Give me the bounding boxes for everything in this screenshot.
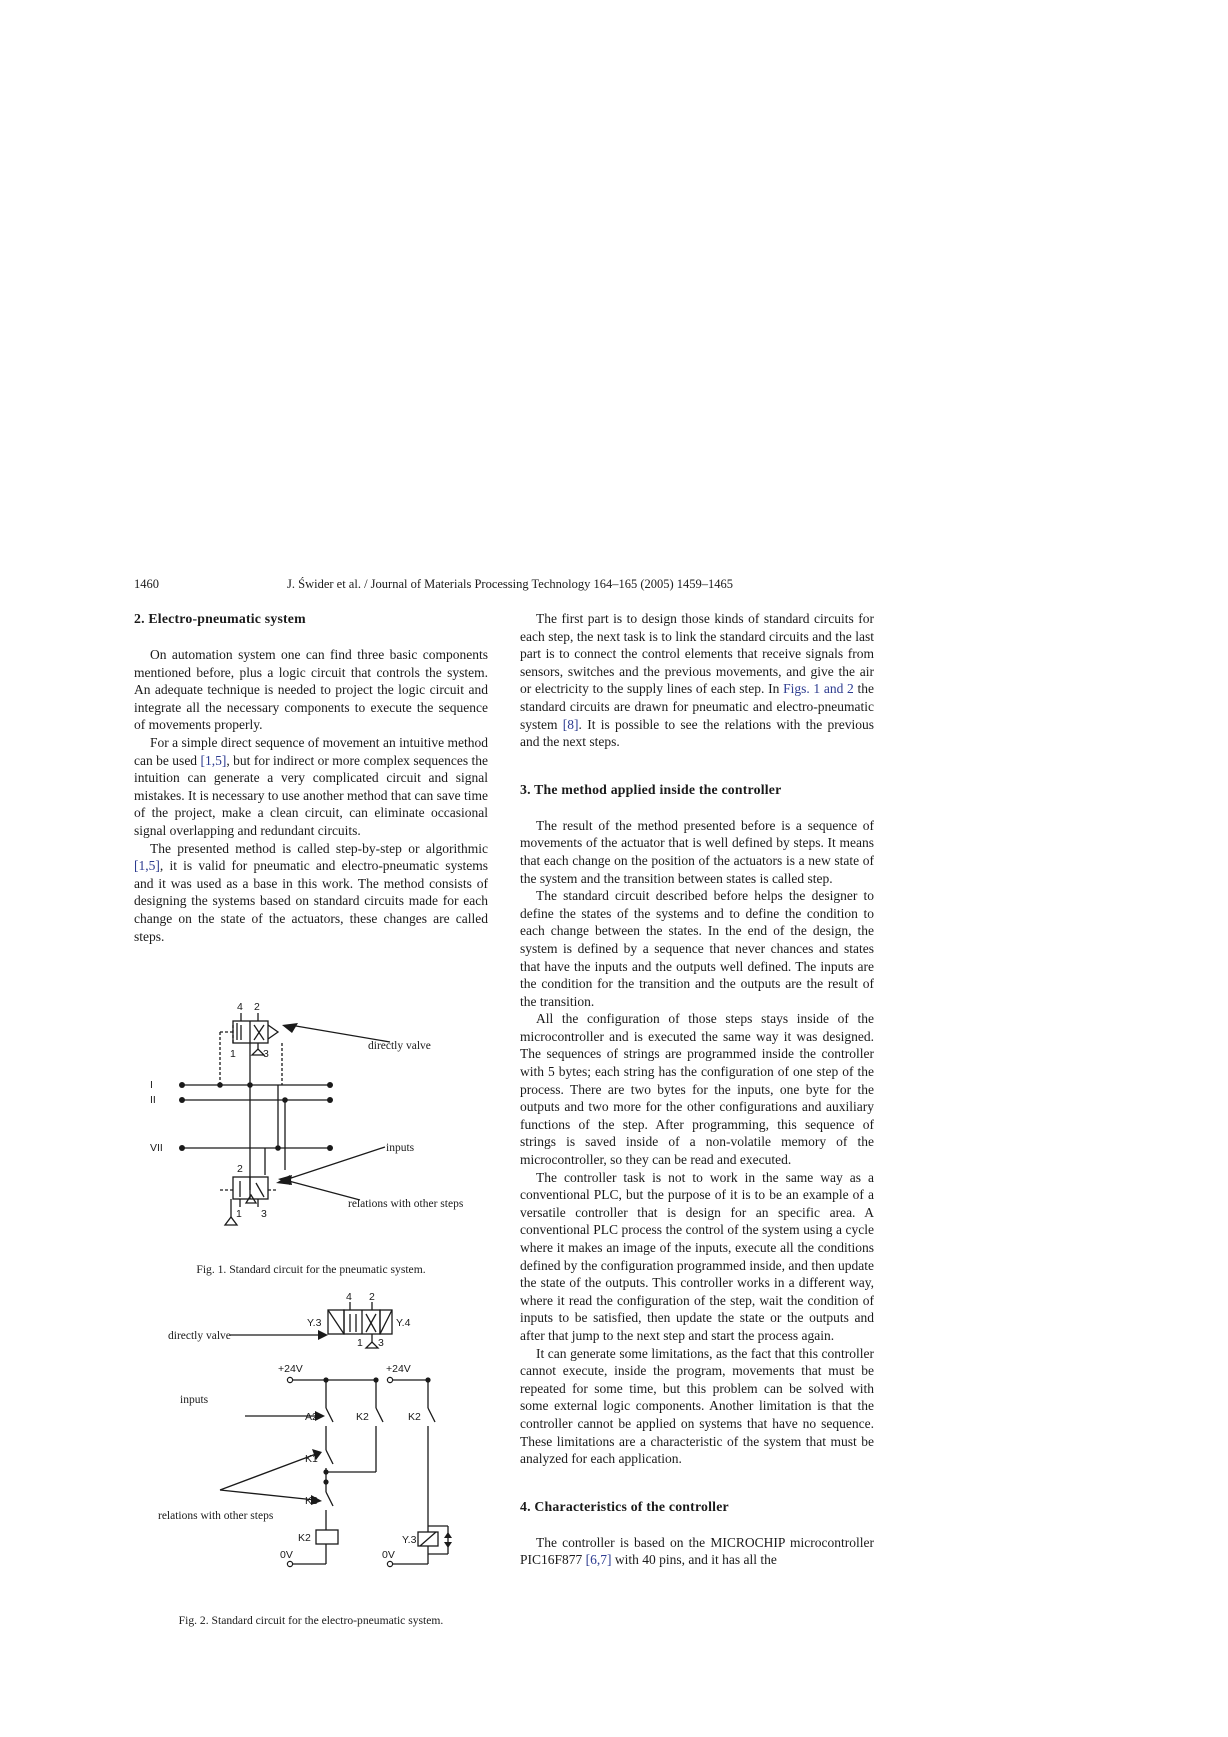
ground-label: 0V bbox=[382, 1549, 395, 1561]
paragraph: The controller is based on the MICROCHIP microcontroller PIC16F877 [6,7] with 40 pins, and it has all the bbox=[520, 1534, 874, 1568]
paragraph: The controller task is not to work in the same way as a conventional PLC, but the purpose of it is to be an example of a versatile controller that is design for an specific area. A conventional PLC process the control of the system using a cycle where it makes an image of the inputs, execute all the conditions defined by the configuration programmed inside, and then update the state of the outputs. This controller works in a different way, where it read the configuration of the step, wait the condition of inputs to be satisfied, then update the state or the outputs and after that jump to the next step and start the process again. bbox=[520, 1169, 874, 1343]
running-header bbox=[134, 577, 1094, 595]
running-title: J. Świder et al. / Journal of Materials Processing Technology 164–165 (2005) 1459–1465 bbox=[287, 577, 734, 591]
contact-label: A2 bbox=[305, 1411, 318, 1423]
line-label-ii: II bbox=[150, 1094, 156, 1106]
port-label: 4 bbox=[346, 1292, 352, 1303]
paragraph: On automation system one can find three basic components mentioned before, plus a logic circuit that controls the system. An adequate technique is needed to project the logic circuit and integrate all the necessary components to execute the sequence of movements properly. bbox=[134, 647, 488, 733]
line-label-i: I bbox=[150, 1079, 153, 1091]
label-relations: relations with other steps bbox=[158, 1510, 274, 1522]
label-directly-valve: directly valve bbox=[168, 1330, 231, 1342]
section-3-title: 3. The method applied inside the controller bbox=[520, 781, 782, 797]
contact-label: K1 bbox=[305, 1453, 318, 1465]
paragraph: It can generate some limitations, as the fact that this controller cannot execute, inside the program, movements that must be repeated for some time, but this problem can be solved with some external logic components. Another limitation is that the controller cannot be applied on systems that have no sequence. These limitations are a characteristic of the system that must be analyzed for each application. bbox=[520, 1345, 874, 1467]
paragraph: For a simple direct sequence of movement an intuitive method can be used [1,5], but for indirect or more complex sequences the intuition can generate a very complicated circuit and signal mistakes. It is necessary to use another method that can save time of the project, make a clean circuit, can eliminate occasional signal overlapping and redundant circuits. bbox=[134, 734, 488, 838]
line-label-vii: VII bbox=[150, 1142, 163, 1154]
voltage-label: +24V bbox=[278, 1363, 303, 1375]
relay-label: K2 bbox=[298, 1532, 311, 1544]
port-label: 4 bbox=[237, 1001, 243, 1013]
figure-2-caption: Fig. 2. Standard circuit for the electro-pneumatic system. bbox=[178, 1614, 444, 1627]
citation-link[interactable]: [8] bbox=[562, 716, 579, 732]
left-column bbox=[134, 610, 488, 945]
contact-label: K2 bbox=[408, 1411, 421, 1423]
voltage-label: +24V bbox=[386, 1363, 411, 1375]
coil-label: Y.3 bbox=[307, 1317, 322, 1329]
paragraph: The first part is to design those kinds of standard circuits for each step, the next task is to link the standard circuits and the last part is to connect the control elements that receive signals from sensors, switches and the previous movements, and give the air or electricity to the supply lines of each step. In Figs. 1 and 2 the standard circuits are drawn for pneumatic and electro-pneumatic system [8]. It is possible to see the relations with the previous and the next steps. bbox=[520, 611, 874, 750]
right-column bbox=[520, 610, 874, 1569]
port-label: 1 bbox=[236, 1208, 242, 1220]
port-label: 3 bbox=[378, 1337, 384, 1349]
solenoid-label: Y.3 bbox=[402, 1534, 417, 1546]
figure-1-caption: Fig. 1. Standard circuit for the pneumatic system. bbox=[196, 1263, 426, 1276]
contact-label: K3 bbox=[305, 1495, 318, 1507]
citation-link[interactable]: [1,5] bbox=[200, 752, 227, 768]
label-directly-valve: directly valve bbox=[368, 1040, 431, 1052]
paragraph: All the configuration of those steps stays inside of the microcontroller and is executed the same way it was designed. The sequences of strings are programmed inside the controller with 5 bytes; each string has the configuration of one step of the process. There are two bytes for the inputs, one byte for the outputs and two more for the other configurations and auxiliary functions of the step. After programming, this sequence of strings is saved inside of a non-volatile memory of the microcontroller, so they can be read and executed. bbox=[520, 1011, 874, 1168]
section-4-title: 4. Characteristics of the controller bbox=[520, 1498, 729, 1514]
paragraph: The standard circuit described before helps the designer to define the states of the systems and to define the condition to each change between the states. In the end of the design, the system is defined by a sequence that never chances and states that have the inputs and the outputs well defined. The inputs are the condition for the transition and the outputs are the result of the transition. bbox=[520, 888, 874, 1009]
figure-1-pneumatic-circuit bbox=[150, 985, 480, 1235]
port-label: 3 bbox=[261, 1208, 267, 1220]
port-label: 2 bbox=[237, 1163, 243, 1175]
page-number: 1460 bbox=[134, 577, 159, 591]
figure-2-electro-pneumatic-circuit bbox=[150, 1292, 480, 1582]
section-2-title: 2. Electro-pneumatic system bbox=[134, 611, 306, 626]
port-label: 3 bbox=[263, 1048, 269, 1060]
port-label: 1 bbox=[357, 1337, 363, 1349]
label-inputs: inputs bbox=[180, 1394, 209, 1406]
figure-link[interactable]: Figs. 1 and 2 bbox=[783, 681, 854, 697]
citation-link[interactable]: [1,5] bbox=[134, 858, 160, 874]
label-inputs: inputs bbox=[386, 1142, 415, 1154]
label-relations: relations with other steps bbox=[348, 1198, 464, 1210]
citation-link[interactable]: [6,7] bbox=[585, 1552, 612, 1568]
port-label: 1 bbox=[230, 1048, 236, 1060]
paragraph: The result of the method presented before is a sequence of movements of the actuator that is well defined by steps. It means that each change on the position of the actuators is a new state of the system and the transition between states is called step. bbox=[520, 817, 874, 886]
port-label: 2 bbox=[369, 1292, 375, 1303]
paragraph: The presented method is called step-by-step or algorithmic [1,5], it is valid for pneumatic and electro-pneumatic systems and it was used as a base in this work. The method consists of designing the systems based on standard circuits made for each change on the state of the actuators, these changes are called steps. bbox=[134, 840, 488, 944]
contact-label: K2 bbox=[356, 1411, 369, 1423]
coil-label: Y.4 bbox=[396, 1317, 411, 1329]
ground-label: 0V bbox=[280, 1549, 293, 1561]
port-label: 2 bbox=[254, 1001, 260, 1013]
